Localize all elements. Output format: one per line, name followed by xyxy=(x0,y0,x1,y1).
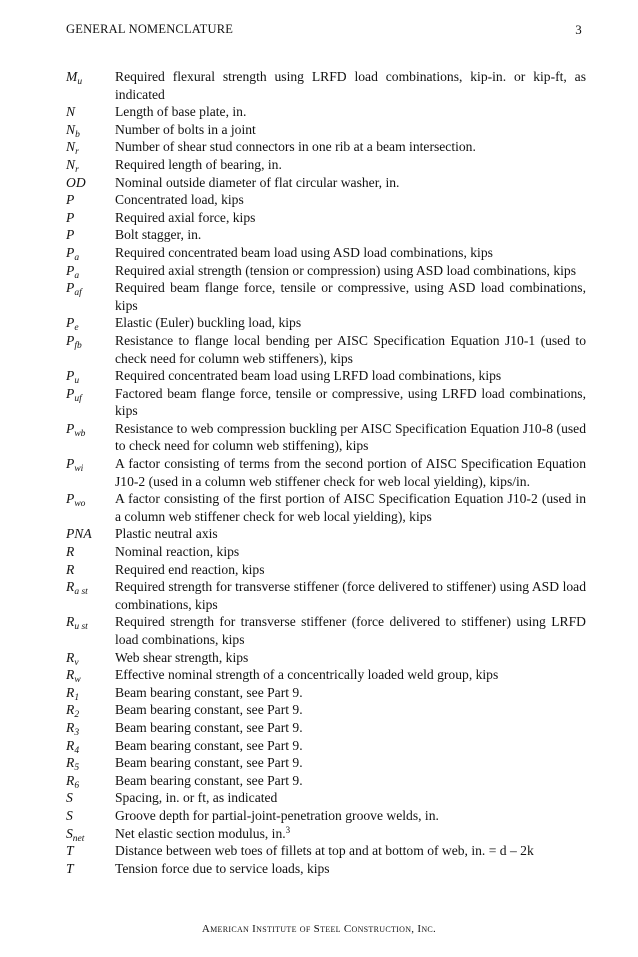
entry-symbol xyxy=(66,525,115,543)
entry-symbol xyxy=(66,561,115,579)
definition-text: Effective nominal strength of a concentrically loaded weld group, kips xyxy=(115,667,499,683)
symbol-base: P xyxy=(66,491,75,507)
entry-definition xyxy=(115,262,586,280)
definition-text: Beam bearing constant, see Part 9. xyxy=(115,702,303,718)
nomenclature-entry xyxy=(66,772,586,790)
nomenclature-entry xyxy=(66,649,586,667)
nomenclature-entry xyxy=(66,191,586,209)
symbol-subscript: wo xyxy=(74,499,86,510)
symbol-subscript: a st xyxy=(74,587,88,598)
entry-definition xyxy=(115,860,586,878)
entry-definition xyxy=(115,420,586,455)
entry-symbol xyxy=(66,807,115,825)
running-title: GENERAL NOMENCLATURE xyxy=(66,22,234,36)
nomenclature-entry xyxy=(66,385,586,420)
entry-symbol xyxy=(66,68,115,86)
symbol-base: P xyxy=(66,209,75,225)
definition-text: A factor consisting of the first portion of AISC Specification Equation J10-2 (used in a column web stiffener check for web local yielding), kips xyxy=(115,491,586,524)
nomenclature-entry xyxy=(66,244,586,262)
definition-text: Beam bearing constant, see Part 9. xyxy=(115,755,303,771)
entry-symbol xyxy=(66,420,115,438)
entry-symbol xyxy=(66,156,115,174)
symbol-base: OD xyxy=(66,174,86,190)
symbol-base: S xyxy=(66,790,73,806)
symbol-subscript: u xyxy=(77,77,83,87)
symbol-subscript: uf xyxy=(74,393,82,404)
symbol-base: P xyxy=(66,262,75,278)
symbol-base: N xyxy=(66,156,76,172)
entry-symbol xyxy=(66,684,115,702)
entry-definition xyxy=(115,455,586,490)
symbol-base: R xyxy=(66,667,75,683)
symbol-subscript: 6 xyxy=(74,780,80,791)
entry-definition xyxy=(115,174,586,192)
entry-symbol xyxy=(66,262,115,280)
nomenclature-entry xyxy=(66,367,586,385)
symbol-base: PNA xyxy=(66,526,92,542)
symbol-base: P xyxy=(66,456,75,472)
definition-text: Nominal outside diameter of flat circular washer, in. xyxy=(115,174,400,190)
entry-symbol xyxy=(66,578,115,596)
symbol-base: P xyxy=(66,420,75,436)
symbol-base: T xyxy=(66,843,74,859)
nomenclature-entry xyxy=(66,719,586,737)
symbol-base: R xyxy=(66,702,75,718)
nomenclature-entry xyxy=(66,121,586,139)
symbol-base: P xyxy=(66,280,75,296)
entry-symbol xyxy=(66,244,115,262)
entry-symbol xyxy=(66,737,115,755)
symbol-subscript: a xyxy=(74,252,80,263)
entry-symbol xyxy=(66,825,115,843)
entry-symbol xyxy=(66,209,115,227)
nomenclature-list xyxy=(66,68,586,877)
definition-text: Required strength for transverse stiffener (force delivered to stiffener) using ASD load combinations, kips xyxy=(115,579,586,612)
entry-symbol xyxy=(66,455,115,473)
entry-definition xyxy=(115,332,586,367)
entry-definition xyxy=(115,807,586,825)
entry-definition xyxy=(115,842,586,860)
entry-symbol xyxy=(66,332,115,350)
symbol-base: T xyxy=(66,860,74,876)
definition-text: Required flexural strength using LRFD load combinations, kip-in. or kip-ft, as indicated xyxy=(115,69,586,102)
symbol-subscript: wb xyxy=(74,428,86,439)
entry-symbol xyxy=(66,649,115,667)
symbol-base: P xyxy=(66,332,75,348)
definition-text: Resistance to flange local bending per AISC Specification Equation J10-1 (used to check need for column web stiffeners), kips xyxy=(115,332,586,366)
page-number: 3 xyxy=(575,22,582,37)
entry-definition xyxy=(115,191,586,209)
entry-symbol xyxy=(66,367,115,385)
symbol-base: P xyxy=(66,244,75,260)
entry-symbol xyxy=(66,121,115,139)
definition-text: Beam bearing constant, see Part 9. xyxy=(115,737,303,753)
definition-text: Required length of bearing, in. xyxy=(115,156,282,172)
page-header xyxy=(66,22,582,40)
entry-definition xyxy=(115,719,586,737)
entry-symbol xyxy=(66,385,115,403)
symbol-base: R xyxy=(66,561,75,577)
symbol-base: R xyxy=(66,737,75,753)
entry-definition xyxy=(115,613,586,648)
page-footer xyxy=(0,923,638,935)
definition-text: Resistance to web compression buckling per AISC Specification Equation J10-8 (used to check need for column web stiffening), kips xyxy=(115,420,586,454)
symbol-subscript: v xyxy=(74,657,79,668)
definition-text: Beam bearing constant, see Part 9. xyxy=(115,772,303,788)
entry-symbol xyxy=(66,772,115,790)
symbol-subscript: af xyxy=(74,288,82,299)
symbol-base: R xyxy=(66,719,75,735)
definition-text: Spacing, in. or ft, as indicated xyxy=(115,790,278,806)
entry-symbol xyxy=(66,789,115,807)
nomenclature-entry xyxy=(66,455,586,490)
symbol-base: S xyxy=(66,807,73,823)
entry-definition xyxy=(115,68,586,103)
symbol-base: M xyxy=(66,69,78,84)
symbol-base: P xyxy=(66,368,75,384)
definition-text: Length of base plate, in. xyxy=(115,104,247,120)
definition-text: Net elastic section modulus, in. xyxy=(115,825,286,841)
symbol-subscript: wi xyxy=(74,464,84,475)
entry-definition xyxy=(115,578,586,613)
definition-text: Required concentrated beam load using LRFD load combinations, kips xyxy=(115,368,502,384)
entry-definition xyxy=(115,138,586,156)
definition-text: Groove depth for partial-joint-penetration groove welds, in. xyxy=(115,807,439,823)
nomenclature-entry xyxy=(66,842,586,860)
definition-text: Factored beam flange force, tensile or compressive, using LRFD load combinations, kips xyxy=(115,385,586,419)
entry-definition xyxy=(115,543,586,561)
symbol-subscript: 4 xyxy=(74,745,80,756)
nomenclature-entry xyxy=(66,578,586,613)
definition-text: Tension force due to service loads, kips xyxy=(115,860,330,876)
symbol-base: R xyxy=(66,649,75,665)
entry-definition xyxy=(115,367,586,385)
definition-text: Required strength for transverse stiffener (force delivered to stiffener) using LRFD load combinations, kips xyxy=(115,614,586,647)
entry-symbol xyxy=(66,314,115,332)
nomenclature-entry xyxy=(66,156,586,174)
nomenclature-entry xyxy=(66,209,586,227)
entry-definition xyxy=(115,789,586,807)
symbol-subscript: 3 xyxy=(74,727,80,738)
definition-text: Web shear strength, kips xyxy=(115,649,249,665)
entry-symbol xyxy=(66,174,115,192)
symbol-base: S xyxy=(66,825,73,841)
nomenclature-entry xyxy=(66,68,586,103)
symbol-subscript: a xyxy=(74,270,80,281)
nomenclature-entry xyxy=(66,754,586,772)
entry-symbol xyxy=(66,103,115,121)
nomenclature-entry xyxy=(66,807,586,825)
definition-text: Required end reaction, kips xyxy=(115,561,265,577)
symbol-subscript: e xyxy=(74,323,79,334)
entry-definition xyxy=(115,684,586,702)
definition-text: Nominal reaction, kips xyxy=(115,544,240,560)
nomenclature-entry xyxy=(66,226,586,244)
entry-definition xyxy=(115,525,586,543)
symbol-subscript: 2 xyxy=(74,710,80,721)
definition-text: Required axial strength (tension or compression) using ASD load combinations, kips xyxy=(115,262,576,278)
entry-symbol xyxy=(66,613,115,631)
entry-definition xyxy=(115,314,586,332)
symbol-subscript: w xyxy=(74,675,81,686)
definition-text: Beam bearing constant, see Part 9. xyxy=(115,684,303,700)
symbol-subscript: 1 xyxy=(74,692,80,703)
symbol-subscript: fb xyxy=(74,340,82,351)
nomenclature-entry xyxy=(66,420,586,455)
definition-text: Number of shear stud connectors in one rib at a beam intersection. xyxy=(115,139,476,155)
nomenclature-entry xyxy=(66,103,586,121)
symbol-base: R xyxy=(66,755,75,771)
entry-definition xyxy=(115,490,586,525)
symbol-subscript: r xyxy=(75,147,79,158)
nomenclature-entry xyxy=(66,737,586,755)
entry-symbol xyxy=(66,754,115,772)
entry-definition xyxy=(115,121,586,139)
definition-superscript: 3 xyxy=(285,824,291,835)
entry-symbol xyxy=(66,543,115,561)
symbol-base: P xyxy=(66,227,75,243)
symbol-subscript: u st xyxy=(74,622,88,633)
entry-symbol xyxy=(66,226,115,244)
symbol-base: R xyxy=(66,544,75,560)
symbol-base: P xyxy=(66,385,75,401)
nomenclature-entry xyxy=(66,701,586,719)
symbol-base: R xyxy=(66,579,75,595)
definition-text: Bolt stagger, in. xyxy=(115,227,202,243)
symbol-base: R xyxy=(66,614,75,630)
definition-text: Required beam flange force, tensile or compressive, using ASD load combinations, kips xyxy=(115,280,586,313)
nomenclature-entry xyxy=(66,262,586,280)
symbol-subscript: r xyxy=(75,164,79,175)
nomenclature-entry xyxy=(66,561,586,579)
nomenclature-entry xyxy=(66,543,586,561)
entry-definition xyxy=(115,385,586,420)
entry-symbol xyxy=(66,490,115,508)
nomenclature-entry xyxy=(66,174,586,192)
entry-definition xyxy=(115,561,586,579)
symbol-base: P xyxy=(66,315,75,331)
nomenclature-entry xyxy=(66,332,586,367)
nomenclature-entry xyxy=(66,138,586,156)
symbol-subscript: net xyxy=(72,833,85,844)
entry-definition xyxy=(115,244,586,262)
definition-text: Plastic neutral axis xyxy=(115,526,218,542)
entry-symbol xyxy=(66,719,115,737)
nomenclature-entry xyxy=(66,789,586,807)
symbol-base: R xyxy=(66,684,75,700)
definition-text: A factor consisting of terms from the second portion of AISC Specification Equation J10-2 (used in a column web stiffener check for web local yielding), kips/in. xyxy=(115,456,586,489)
nomenclature-entry xyxy=(66,684,586,702)
entry-definition xyxy=(115,649,586,667)
entry-definition xyxy=(115,754,586,772)
definition-text: Elastic (Euler) buckling load, kips xyxy=(115,315,302,331)
symbol-base: R xyxy=(66,772,75,788)
symbol-subscript: u xyxy=(74,376,80,387)
definition-text: Required axial force, kips xyxy=(115,209,256,225)
definition-text: Distance between web toes of fillets at top and at bottom of web, in. = d – 2k xyxy=(115,843,534,859)
entry-definition xyxy=(115,279,586,314)
symbol-base: N xyxy=(66,139,76,155)
publisher-name: American Institute of Steel Construction, Inc. xyxy=(201,923,437,935)
definition-text: Concentrated load, kips xyxy=(115,192,244,208)
entry-symbol xyxy=(66,279,115,297)
entry-definition xyxy=(115,772,586,790)
entry-definition xyxy=(115,209,586,227)
entry-symbol xyxy=(66,138,115,156)
entry-symbol xyxy=(66,666,115,684)
entry-definition xyxy=(115,226,586,244)
definition-text: Beam bearing constant, see Part 9. xyxy=(115,719,303,735)
symbol-subscript: 5 xyxy=(74,763,80,774)
entry-definition xyxy=(115,701,586,719)
symbol-base: P xyxy=(66,192,75,208)
symbol-subscript: b xyxy=(75,129,80,140)
nomenclature-entry xyxy=(66,490,586,525)
entry-symbol xyxy=(66,191,115,209)
symbol-base: N xyxy=(66,121,76,137)
nomenclature-entry xyxy=(66,613,586,648)
nomenclature-entry xyxy=(66,825,586,843)
entry-definition xyxy=(115,103,586,121)
entry-definition xyxy=(115,666,586,684)
entry-definition xyxy=(115,156,586,174)
nomenclature-entry xyxy=(66,860,586,878)
entry-definition xyxy=(115,737,586,755)
entry-definition xyxy=(115,825,586,843)
nomenclature-entry xyxy=(66,525,586,543)
definition-text: Required concentrated beam load using ASD load combinations, kips xyxy=(115,244,493,260)
nomenclature-entry xyxy=(66,279,586,314)
entry-symbol xyxy=(66,842,115,860)
entry-symbol xyxy=(66,860,115,878)
definition-text: Number of bolts in a joint xyxy=(115,121,256,137)
nomenclature-entry xyxy=(66,314,586,332)
nomenclature-entry xyxy=(66,666,586,684)
entry-symbol xyxy=(66,701,115,719)
symbol-base: N xyxy=(66,104,76,120)
